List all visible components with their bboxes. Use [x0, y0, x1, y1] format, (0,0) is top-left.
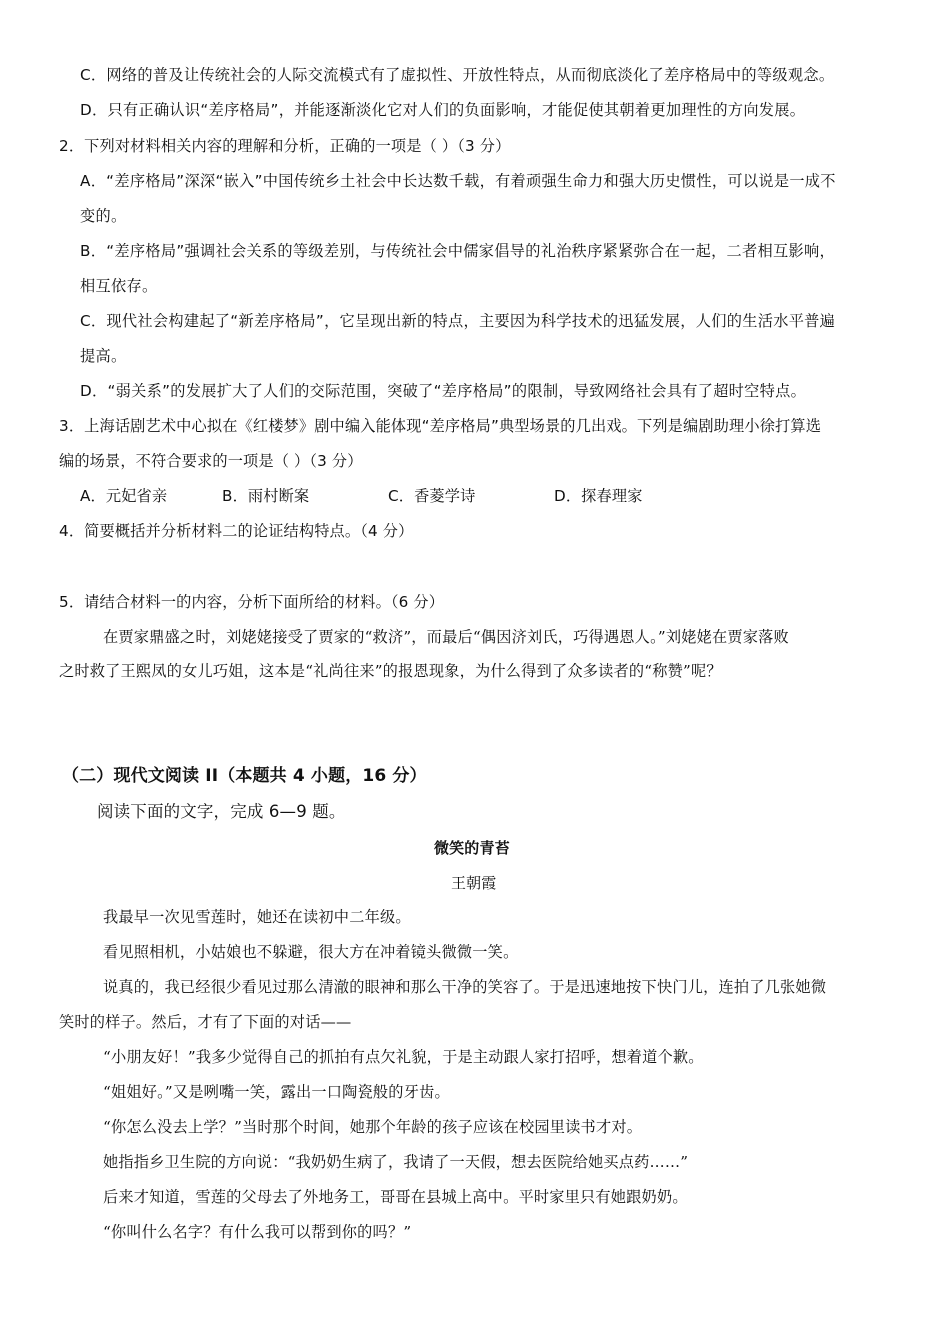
q2-option-c-line2: 提高。 [80, 347, 127, 365]
q4-stem: 4．简要概括并分析材料二的论证结构特点。（4 分） [59, 522, 414, 540]
story-paragraph-3-line2: 笑时的样子。然后，才有了下面的对话—— [59, 1013, 352, 1031]
story-paragraph-1: 我最早一次见雪莲时，她还在读初中二年级。 [103, 908, 411, 926]
q2-option-a-line1: A．“差序格局”深深“嵌入”中国传统乡土社会中长达数千载，有着顽强生命力和强大历史惯性，可以说是一成不 [80, 172, 836, 190]
section-heading: （二）现代文阅读 II（本题共 4 小题，16 分） [62, 766, 427, 786]
q2-option-d: D．“弱关系”的发展扩大了人们的交际范围，突破了“差序格局”的限制，导致网络社会具有了超时空特点。 [80, 382, 807, 400]
q3-stem-line2: 编的场景，不符合要求的一项是（ ）（3 分） [59, 452, 363, 470]
story-title: 微笑的青苔 [434, 839, 510, 857]
story-paragraph-3-line1: 说真的，我已经很少看见过那么清澈的眼神和那么干净的笑容了。于是迅速地按下快门儿，连拍了几张她微 [103, 978, 827, 996]
story-paragraph-5: “姐姐好。”又是咧嘴一笑，露出一口陶瓷般的牙齿。 [103, 1083, 450, 1101]
q3-choice-b: B．雨村断案 [222, 487, 310, 505]
story-paragraph-8: 后来才知道，雪莲的父母去了外地务工，哥哥在县城上高中。平时家里只有她跟奶奶。 [103, 1188, 688, 1206]
story-author: 王朝霞 [451, 874, 497, 892]
q3-choice-a: A．元妃省亲 [80, 487, 168, 505]
q3-choice-c: C．香菱学诗 [388, 487, 476, 505]
q2-option-c-line1: C．现代社会构建起了“新差序格局”，它呈现出新的特点，主要因为科学技术的迅猛发展，人们的生活水平普遍 [80, 312, 836, 330]
q3-choice-d: D．探春理家 [554, 487, 643, 505]
story-paragraph-6: “你怎么没去上学？”当时那个时间，她那个年龄的孩子应该在校园里读书才对。 [103, 1118, 643, 1136]
q1-option-c: C．网络的普及让传统社会的人际交流模式有了虚拟性、开放性特点，从而彻底淡化了差序格局中的等级观念。 [80, 66, 835, 84]
story-paragraph-2: 看见照相机，小姑娘也不躲避，很大方在冲着镜头微微一笑。 [103, 943, 519, 961]
q2-option-b-line1: B．“差序格局”强调社会关系的等级差别，与传统社会中儒家倡导的礼治秩序紧紧弥合在一起，二者相互影响， [80, 242, 835, 260]
q3-stem-line1: 3．上海话剧艺术中心拟在《红楼梦》剧中编入能体现“差序格局”典型场景的几出戏。下列是编剧助理小徐打算选 [59, 417, 822, 435]
q2-option-a-line2: 变的。 [80, 207, 127, 225]
q3-choices [80, 486, 780, 506]
q2-stem: 2．下列对材料相关内容的理解和分析，正确的一项是（ ）（3 分） [59, 137, 511, 155]
story-paragraph-7: 她指指乡卫生院的方向说：“我奶奶生病了，我请了一天假，想去医院给她买点药……” [103, 1153, 689, 1171]
q5-stem: 5．请结合材料一的内容，分析下面所给的材料。（6 分） [59, 593, 445, 611]
story-paragraph-9: “你叫什么名字？有什么我可以帮到你的吗？” [103, 1223, 412, 1241]
story-paragraph-4: “小朋友好！”我多少觉得自己的抓拍有点欠礼貌，于是主动跟人家打招呼，想着道个歉。 [103, 1048, 704, 1066]
q5-material-line2: 之时救了王熙凤的女儿巧姐，这本是“礼尚往来”的报恩现象，为什么得到了众多读者的“称赞”呢？ [59, 662, 722, 680]
q1-option-d: D．只有正确认识“差序格局”，并能逐渐淡化它对人们的负面影响，才能促使其朝着更加理性的方向发展。 [80, 101, 806, 119]
section-instruction: 阅读下面的文字，完成 6—9 题。 [97, 802, 346, 821]
q5-material-line1: 在贾家鼎盛之时，刘姥姥接受了贾家的“救济”，而最后“偶因济刘氏，巧得遇恩人。”刘姥姥在贾家落败 [103, 628, 789, 646]
q2-option-b-line2: 相互依存。 [80, 277, 158, 295]
